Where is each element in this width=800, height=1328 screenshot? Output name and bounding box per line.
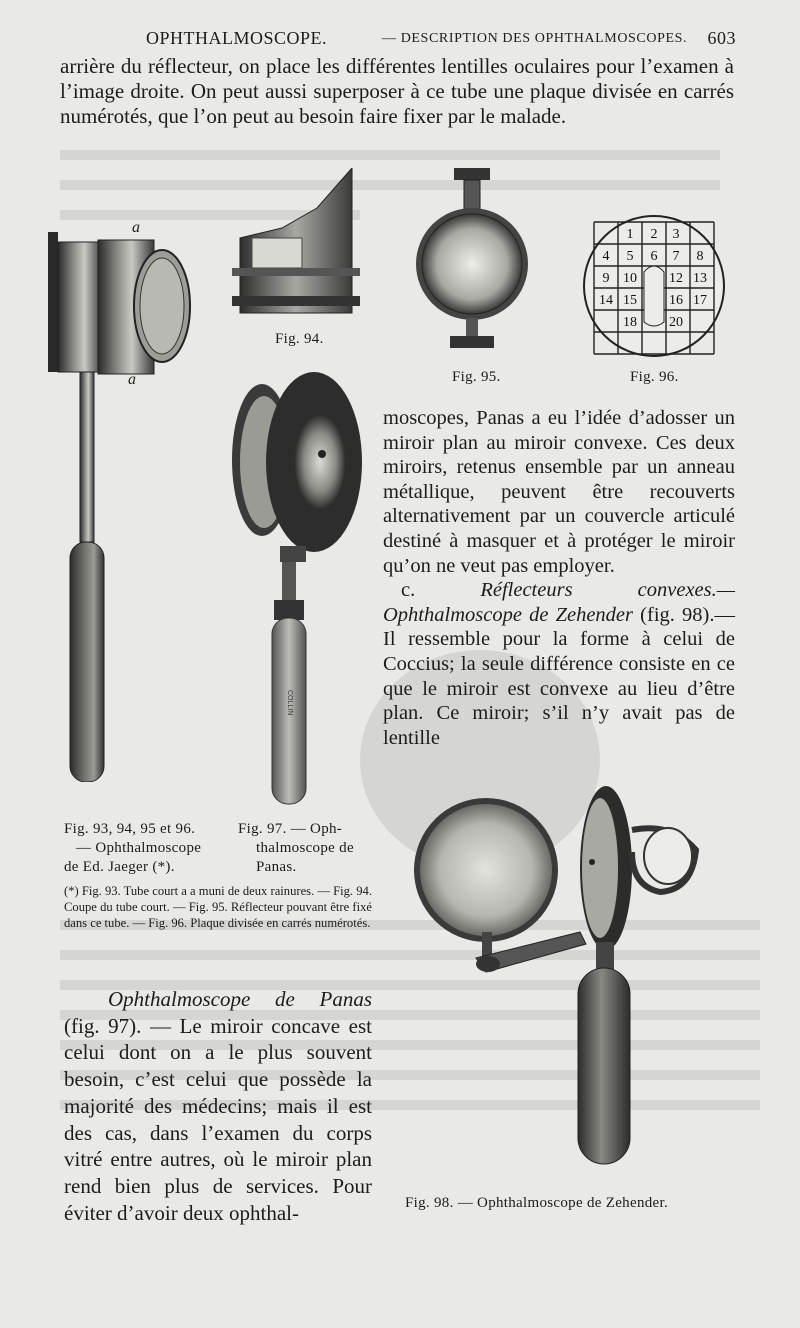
right-column-text [383, 406, 735, 750]
footnote: (*) Fig. 93. Tube court a a muni de deux rainures. — Fig. 94. Coupe du tube court. — Fig. 95. Réflecteur pouvant être fixé dans ce tube. — Fig. 96. Plaque divisée en carrés numérotés. [64, 884, 372, 930]
caption-figs-93-96 [64, 820, 234, 877]
fig-96-number: 1 [626, 227, 634, 242]
fig-94-illustration [222, 168, 362, 318]
left-column-text [64, 986, 372, 1226]
header-subtitle: — DESCRIPTION DES OPHTHALMOSCOPES. [382, 31, 688, 46]
caption-93-96-line3: de Ed. Jaeger (*). [64, 859, 175, 875]
right-paragraph-2 [383, 578, 735, 750]
fig-96-number: 3 [672, 227, 680, 242]
fig-96-number: 18 [623, 315, 637, 330]
caption-97-line3: Panas. [256, 859, 297, 875]
fig-96-number: 5 [626, 249, 634, 264]
fig-96-number: 13 [693, 271, 707, 286]
fig-97-handle-text: COLLIN [286, 690, 293, 716]
fig-96-number: 7 [672, 249, 680, 264]
left-paragraph [64, 986, 372, 1226]
right-p2-italic: Réflecteurs convexes.— Ophthalmoscope de Zehender [383, 579, 735, 626]
fig-96-number: 6 [650, 249, 658, 264]
header-title: OPHTHALMOSCOPE. [146, 28, 328, 48]
fig-96-number: 4 [602, 249, 610, 264]
caption-93-96-line2: — Ophthalmoscope [76, 840, 202, 856]
fig-96-caption: Fig. 96. [630, 369, 679, 385]
fig-95-illustration [410, 168, 530, 352]
fig-97-illustration [230, 370, 370, 806]
right-paragraph-1: moscopes, Panas a eu l’idée d’adosser un miroir plan au miroir convexe. Ces deux miroirs, retenus ensemble par un anneau métallique, peuvent être recouverts alternativement par un couvercle articulé destiné à masquer et à protéger le miroir qu’on ne veut pas employer. [383, 407, 735, 577]
left-p-rest: (fig. 97). — Le miroir concave est celui dont on a le plus souvent besoin, c’est celui que possède la majorité des médecins; mais il est des cas, dans l’examen du corps vitré entre autres, où le miroir plan rend bien plus de services. Pour éviter d’avoir deux ophthal- [64, 1013, 372, 1225]
fig-98-caption: Fig. 98. — Ophthalmoscope de Zehender. [405, 1195, 669, 1211]
fig-96-number: 10 [623, 271, 637, 286]
fig-96-number: 14 [599, 293, 613, 308]
fig-95-caption: Fig. 95. [452, 369, 501, 385]
intro-paragraph: arrière du réflecteur, on place les différentes lentilles oculaires pour l’examen à l’image droite. On peut aussi superposer à ce tube une plaque divisée en carrés numérotés, que l’on peut au besoin faire fixer par le malade. [60, 54, 734, 128]
caption-97-line1: Fig. 97. — Oph- [238, 821, 343, 837]
page-number: 603 [707, 28, 736, 48]
caption-97-line2: thalmoscope de [256, 840, 354, 856]
fig-94-caption: Fig. 94. [275, 331, 324, 347]
fig-96-number: 9 [602, 271, 610, 286]
fig-96-number: 17 [693, 293, 707, 308]
fig-98-illustration [410, 782, 710, 1170]
right-p2-rest: (fig. 98).—Il ressemble pour la forme à celui de Coccius; la seule différence consiste en ce que le miroir est convexe au lieu d’être plan. Ce miroir; s’il n’y avait pas de lentille [383, 603, 735, 749]
caption-93-96-line1: Fig. 93, 94, 95 et 96. [64, 821, 196, 837]
right-p2-lead: c. [401, 579, 481, 602]
left-p-italic: Ophthalmoscope de Panas [108, 987, 372, 1011]
fig-96-number: 8 [696, 249, 704, 264]
fig-93-illustration [40, 222, 200, 782]
fig-93-label-bottom: a [128, 371, 136, 388]
fig-96-number: 15 [623, 293, 637, 308]
fig-93-label-top: a [132, 222, 140, 236]
fig-96-number: 16 [669, 293, 683, 308]
fig-96-number: 12 [669, 271, 683, 286]
fig-96-illustration [580, 212, 730, 362]
fig-96-number: 2 [650, 227, 658, 242]
caption-fig-97 [238, 820, 378, 877]
fig-96-number: 20 [669, 315, 683, 330]
